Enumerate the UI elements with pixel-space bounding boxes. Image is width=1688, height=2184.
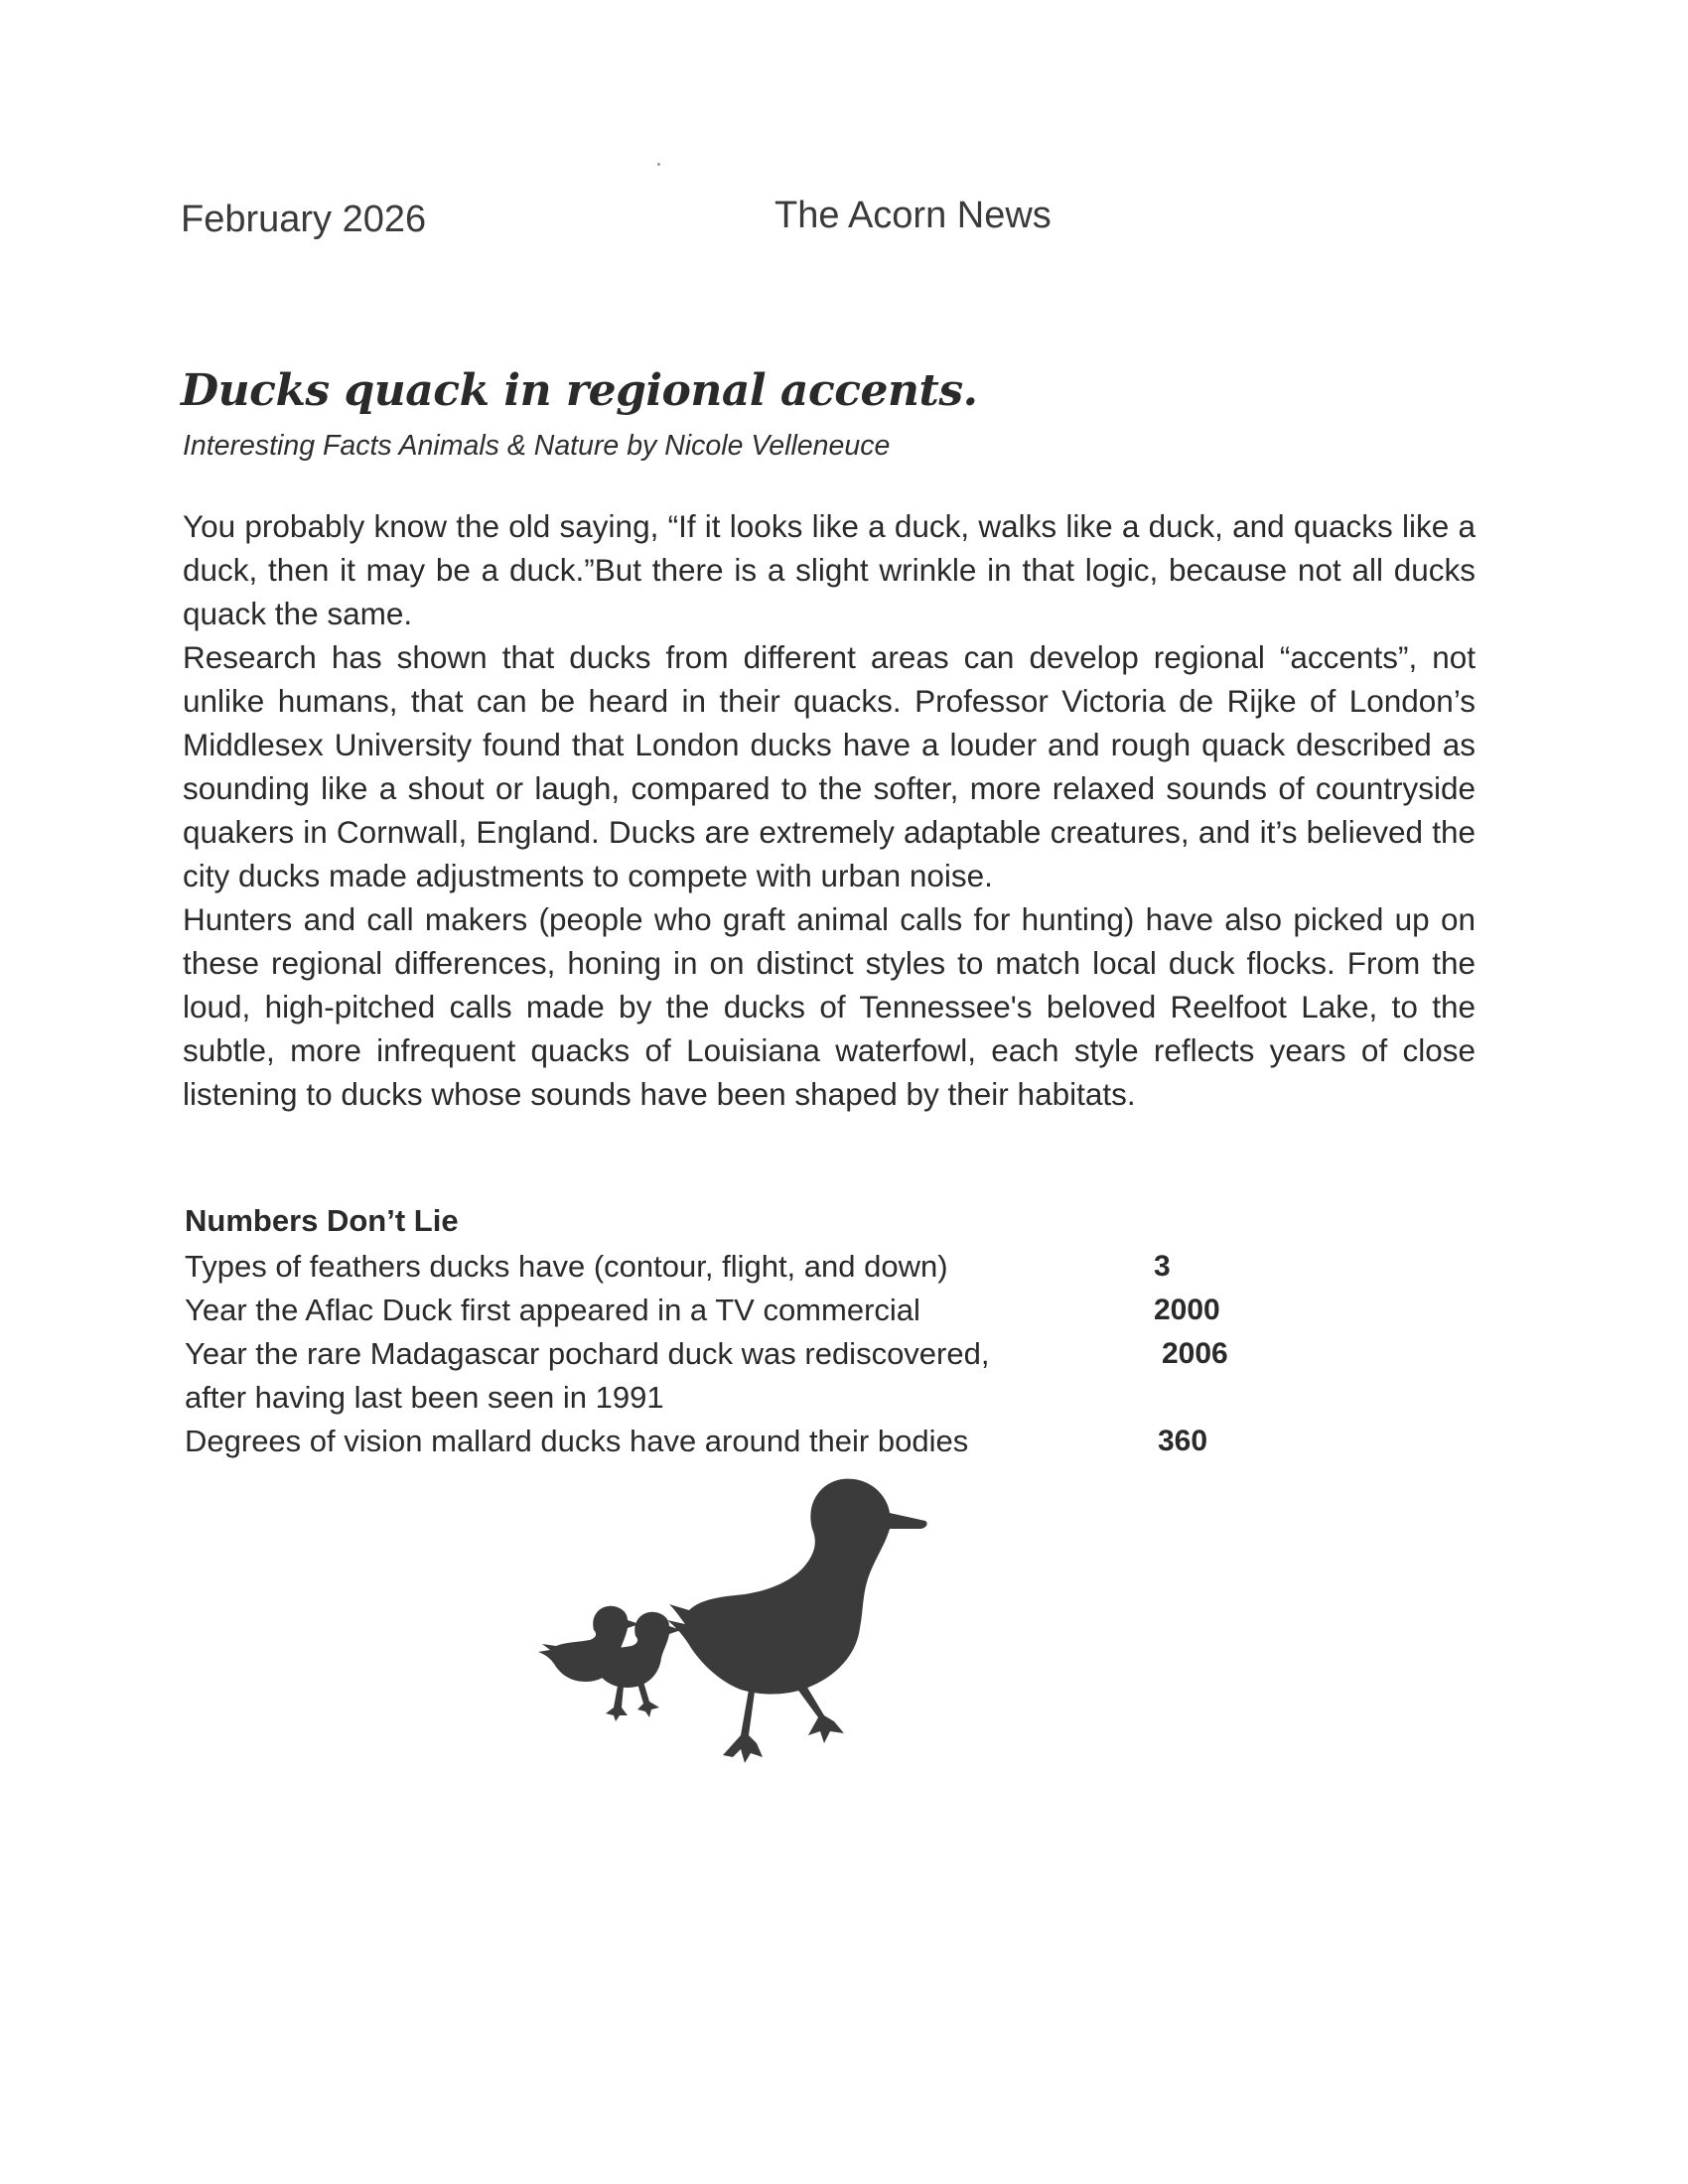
- fact-row: [185, 1332, 1277, 1420]
- article-paragraph: Research has shown that ducks from different areas can develop regional “accents”, not unlike humans, that can be heard in their quacks. Professor Victoria de Rijke of London’s Middlesex University found that London ducks have a louder and rough quack described as sounding like a shout or laugh, compared to the softer, more relaxed sounds of countryside quakers in Cornwall, England. Ducks are extremely adaptable creatures, and it’s believed the city ducks made adjustments to compete with urban noise.: [183, 639, 1476, 893]
- article-byline: Interesting Facts Animals & Nature by Nicole Velleneuce: [183, 430, 891, 462]
- fact-row: [185, 1245, 1277, 1289]
- fact-value: 360: [1158, 1425, 1208, 1457]
- article-body: [183, 504, 1476, 1116]
- facts-list: [185, 1245, 1277, 1463]
- fact-value: 2000: [1154, 1294, 1220, 1326]
- duck-family-icon: [536, 1469, 1072, 1797]
- publication-title: The Acorn News: [774, 195, 1052, 236]
- mother-duck-icon: [667, 1479, 927, 1763]
- fact-row: [185, 1420, 1277, 1463]
- fact-label: Types of feathers ducks have (contour, flight, and down): [185, 1249, 948, 1284]
- facts-heading: Numbers Don’t Lie: [185, 1203, 459, 1238]
- fact-label: Degrees of vision mallard ducks have around their bodies: [185, 1424, 969, 1458]
- fact-value: 2006: [1162, 1337, 1228, 1370]
- article-paragraph: You probably know the old saying, “If it looks like a duck, walks like a duck, and quacks like a duck, then it may be a duck.”But there is a slight wrinkle in that logic, because not all ducks quack the same.: [183, 508, 1476, 631]
- fact-row: [185, 1289, 1277, 1332]
- fact-label: Year the rare Madagascar pochard duck was rediscovered, after having last been seen in 1991: [185, 1336, 990, 1415]
- article-paragraph: Hunters and call makers (people who graft animal calls for hunting) have also picked up on these regional differences, honing in on distinct styles to match local duck flocks. From the loud, high-pitched calls made by the ducks of Tennessee's beloved Reelfoot Lake, to the subtle, more infrequent quacks of Louisiana waterfowl, each style reflects years of close listening to ducks whose sounds have been shaped by their habitats.: [183, 901, 1476, 1112]
- fact-value: 3: [1154, 1250, 1171, 1283]
- scan-speck: [657, 163, 660, 166]
- issue-date: February 2026: [181, 199, 427, 240]
- article-headline: Ducks quack in regional accents.: [181, 365, 978, 416]
- fact-label: Year the Aflac Duck first appeared in a TV commercial: [185, 1293, 920, 1327]
